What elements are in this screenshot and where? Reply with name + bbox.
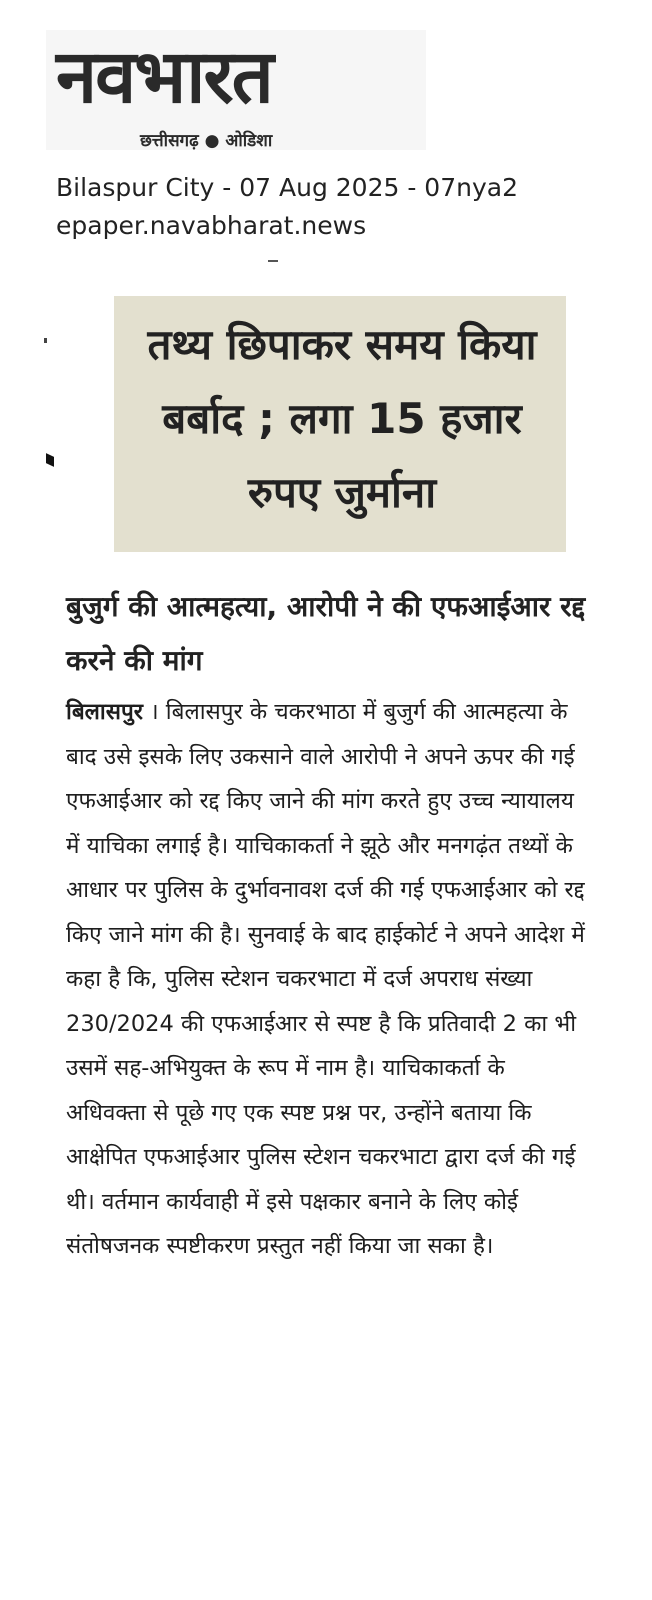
- article-subheadline: बुजुर्ग की आत्महत्या, आरोपी ने की एफआईआर रद्द करने की मांग: [66, 590, 586, 677]
- logo-regions: [140, 128, 272, 151]
- region-odisha: ओडिशा: [225, 131, 273, 151]
- margin-mark: [44, 338, 47, 343]
- article-body-text: । बिलासपुर के चकरभाठा में बुजुर्ग की आत्महत्या के बाद उसे इसके लिए उकसाने वाले आरोपी ने अपने ऊपर की गई एफआईआर को रद्द किए जाने की मांग करते हुए उच्च न्यायालय में याचिका लगाई है। याचिकाकर्ता ने झूठे और मनगढ़ंत तथ्यों के आधार पर पुलिस के दुर्भावनावश दर्ज की गई एफआईआर को रद्द किए जाने मांग की है। सुनवाई के बाद हाईकोर्ट ने अपने आदेश में कहा है कि, पुलिस स्टेशन चकरभाटा में दर्ज अपराध संख्या 230/2024 की एफआईआर से स्पष्ट है कि प्रतिवादी 2 का भी उसमें सह-अभियुक्त के रूप में नाम है। याचिकाकर्ता के अधिवक्ता से पूछे गए एक स्पष्ट प्रश्न पर, उन्होंने बताया कि आक्षेपित एफआईआर पुलिस स्टेशन चकरभाटा द्वारा दर्ज की गई थी। वर्तमान कार्यवाही में इसे पक्षकार बनाने के लिए कोई संतोषजनक स्पष्टीकरण प्रस्तुत नहीं किया जा सका है।: [66, 699, 585, 1259]
- article-body: [66, 690, 586, 1269]
- region-separator-dot: ●: [204, 131, 220, 151]
- website-url: epaper.navabharat.news: [56, 211, 367, 240]
- article-headline: तथ्य छिपाकर समय किया बर्बाद ; लगा 15 हजार रुपए जुर्माना: [147, 320, 537, 517]
- decorative-dash: [268, 260, 278, 262]
- newspaper-logo: नवभारत: [56, 34, 272, 120]
- margin-mark: [46, 453, 54, 467]
- region-chhattisgarh: छत्तीसगढ़: [140, 131, 199, 151]
- article-dateline: बिलासपुर: [66, 699, 143, 725]
- edition-line: Bilaspur City - 07 Aug 2025 - 07nya2: [56, 173, 518, 202]
